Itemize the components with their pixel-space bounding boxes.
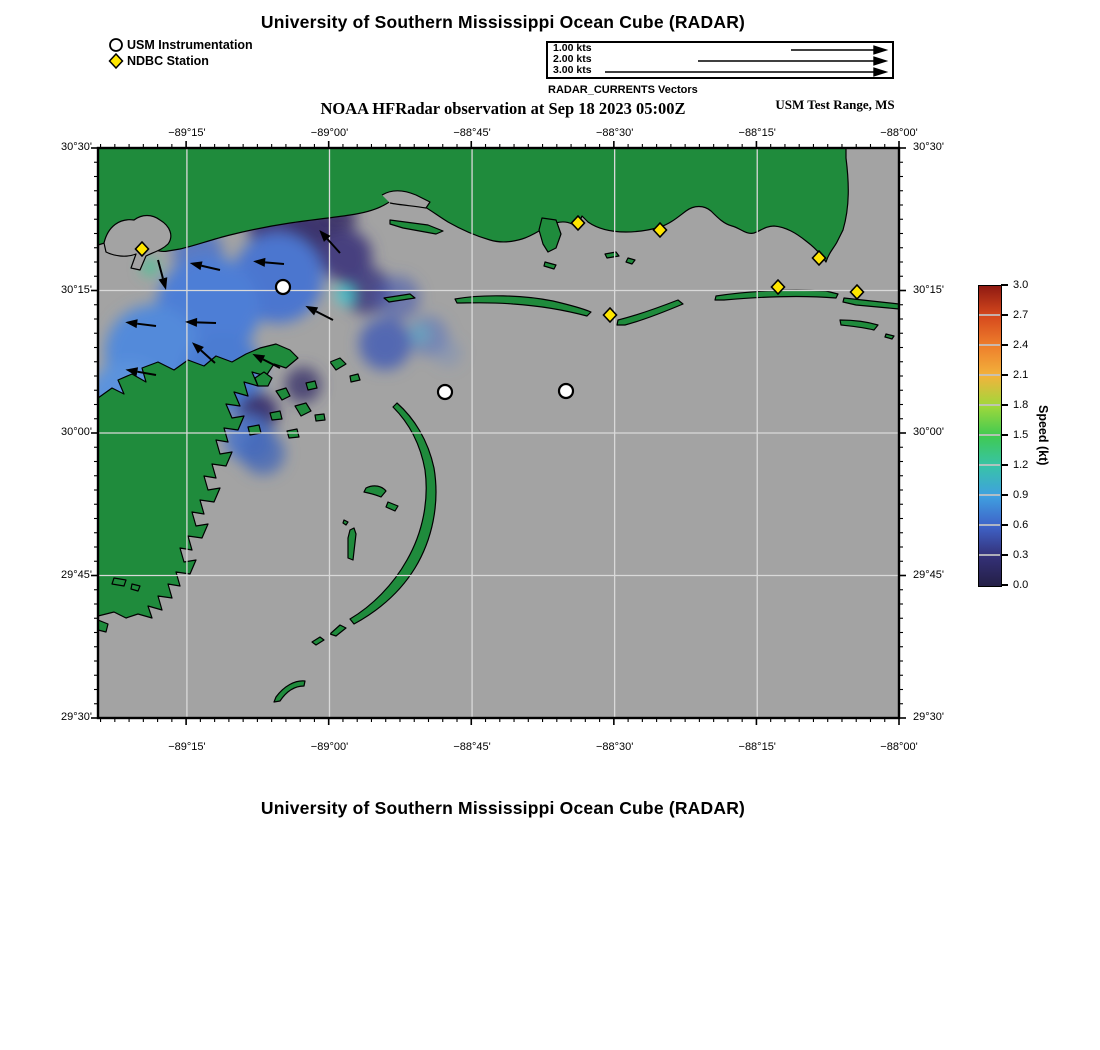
marsh-islet	[330, 358, 346, 370]
ship-horn-island	[455, 296, 591, 316]
y-axis-label-right: 30°30'	[913, 141, 944, 153]
usm-instrument-marker	[559, 384, 573, 398]
colorbar-tick	[1001, 524, 1008, 526]
colorbar-tick-label: 2.1	[1013, 369, 1029, 381]
y-axis-label-left: 30°30'	[61, 141, 92, 153]
mid-islet	[386, 502, 398, 511]
marsh-islet	[131, 584, 140, 591]
colorbar-inner-line	[979, 494, 1000, 495]
legend-ndbc-label: NDBC Station	[127, 54, 209, 68]
x-axis-label-bottom: −89°15'	[168, 741, 206, 753]
southwest-sliver	[274, 681, 305, 702]
mid-islet	[364, 486, 386, 497]
chandeleur-islands	[350, 403, 436, 624]
y-axis-label-right: 30°15'	[913, 283, 944, 296]
scale-caption: RADAR_CURRENTS Vectors	[548, 84, 698, 96]
colorbar-tick-label: 3.0	[1013, 279, 1029, 291]
colorbar-tick	[1001, 404, 1008, 406]
usm-instrument-marker	[438, 385, 452, 399]
range-label: USM Test Range, MS	[775, 97, 895, 112]
vector-scale-box	[546, 41, 894, 79]
marsh-islet	[112, 578, 126, 586]
ndbc-station-marker	[851, 285, 864, 299]
colorbar-tick	[1001, 494, 1008, 496]
map-svg	[98, 148, 899, 718]
y-axis-label-left: 30°00'	[61, 426, 92, 438]
colorbar-tick-label: 1.8	[1013, 399, 1029, 411]
small-island	[626, 258, 635, 264]
colorbar-tick-label: 0.6	[1013, 519, 1029, 531]
scale-row-3-label: 3.00 kts	[553, 64, 592, 76]
deer-island	[390, 220, 443, 234]
legend	[108, 37, 253, 69]
colorbar-tick-label: 0.9	[1013, 489, 1029, 501]
colorbar-tick-label: 0.0	[1013, 579, 1029, 591]
legend-row-ndbc	[108, 53, 253, 69]
colorbar	[978, 285, 1002, 587]
colorbar-inner-line	[979, 554, 1000, 555]
small-island	[544, 262, 556, 269]
colorbar-tick-label: 2.4	[1013, 339, 1029, 351]
scale-row-2-label: 2.00 kts	[553, 53, 592, 65]
marsh-islet	[350, 374, 360, 382]
scale-arrows	[548, 43, 892, 77]
marsh-islet	[315, 414, 325, 421]
colorbar-inner-line	[979, 314, 1000, 315]
x-axis-label-bottom: −88°15'	[738, 741, 776, 753]
small-island	[885, 334, 894, 339]
colorbar-tick-label: 2.7	[1013, 309, 1029, 321]
footer-title: University of Southern Mississippi Ocean Cube (RADAR)	[260, 798, 746, 818]
ndbc-diamond-icon	[108, 53, 124, 69]
y-axis-label-left: 29°45'	[61, 568, 92, 581]
y-axis-label-right: 30°00'	[913, 426, 944, 438]
colorbar-tick-label: 1.2	[1013, 459, 1029, 471]
marsh-islet	[306, 381, 317, 390]
y-axis-label-right: 29°30'	[913, 711, 944, 723]
legend-usm-label: USM Instrumentation	[127, 38, 253, 52]
mid-islet	[348, 528, 356, 560]
x-axis-label-top: −88°45'	[453, 127, 491, 139]
colorbar-tick-label: 0.3	[1013, 549, 1029, 561]
x-axis-label-bottom: −89°00'	[310, 741, 349, 753]
usm-instrument-marker	[276, 280, 290, 294]
x-axis-label-top: −88°15'	[738, 127, 776, 139]
x-axis-label-bottom: −88°00'	[880, 741, 918, 753]
scale-row-1-label: 1.00 kts	[553, 42, 592, 54]
fort-morgan-sliver	[840, 320, 878, 330]
land-layer	[98, 148, 899, 702]
colorbar-inner-line	[979, 464, 1000, 465]
colorbar-tick	[1001, 374, 1008, 376]
petit-bois-island	[617, 300, 683, 325]
legend-row-usm	[108, 37, 253, 53]
colorbar-inner-line	[979, 344, 1000, 345]
colorbar-tick	[1001, 584, 1008, 586]
map-subtitle: NOAA HFRadar observation at Sep 18 2023 05:00Z	[320, 99, 686, 118]
chandeleur-lower-2	[312, 637, 324, 645]
x-axis-label-top: −89°00'	[310, 127, 349, 139]
colorbar-title: Speed (kt)	[1036, 404, 1050, 466]
usm-circle-icon	[108, 37, 124, 53]
colorbar-inner-line	[979, 434, 1000, 435]
colorbar-tick	[1001, 314, 1008, 316]
colorbar-inner-line	[979, 404, 1000, 405]
y-axis-label-left: 29°30'	[61, 711, 92, 723]
colorbar-inner-line	[979, 524, 1000, 525]
chandeleur-lower-1	[330, 625, 346, 636]
marsh-islet	[270, 411, 282, 420]
mid-islet	[343, 520, 348, 525]
page-title: University of Southern Mississippi Ocean Cube (RADAR)	[260, 12, 746, 32]
x-axis-label-top: −88°30'	[595, 127, 634, 139]
y-axis-label-left: 30°15'	[61, 283, 92, 296]
colorbar-tick	[1001, 284, 1008, 286]
x-axis-label-bottom: −88°45'	[453, 741, 491, 753]
dauphin-island	[843, 298, 899, 309]
x-axis-label-top: −88°00'	[880, 127, 918, 139]
x-axis-label-bottom: −88°30'	[595, 741, 634, 753]
colorbar-inner-line	[979, 374, 1000, 375]
pascagoula-delta	[539, 218, 561, 252]
colorbar-tick	[1001, 464, 1008, 466]
y-axis-label-right: 29°45'	[913, 568, 944, 581]
map-canvas	[98, 148, 899, 718]
x-axis-label-top: −89°15'	[168, 127, 206, 139]
colorbar-tick	[1001, 554, 1008, 556]
marsh-islet	[98, 620, 108, 632]
colorbar-tick	[1001, 434, 1008, 436]
small-island	[605, 252, 619, 258]
colorbar-tick-label: 1.5	[1013, 429, 1029, 441]
colorbar-tick	[1001, 344, 1008, 346]
marsh-islet	[295, 403, 311, 416]
